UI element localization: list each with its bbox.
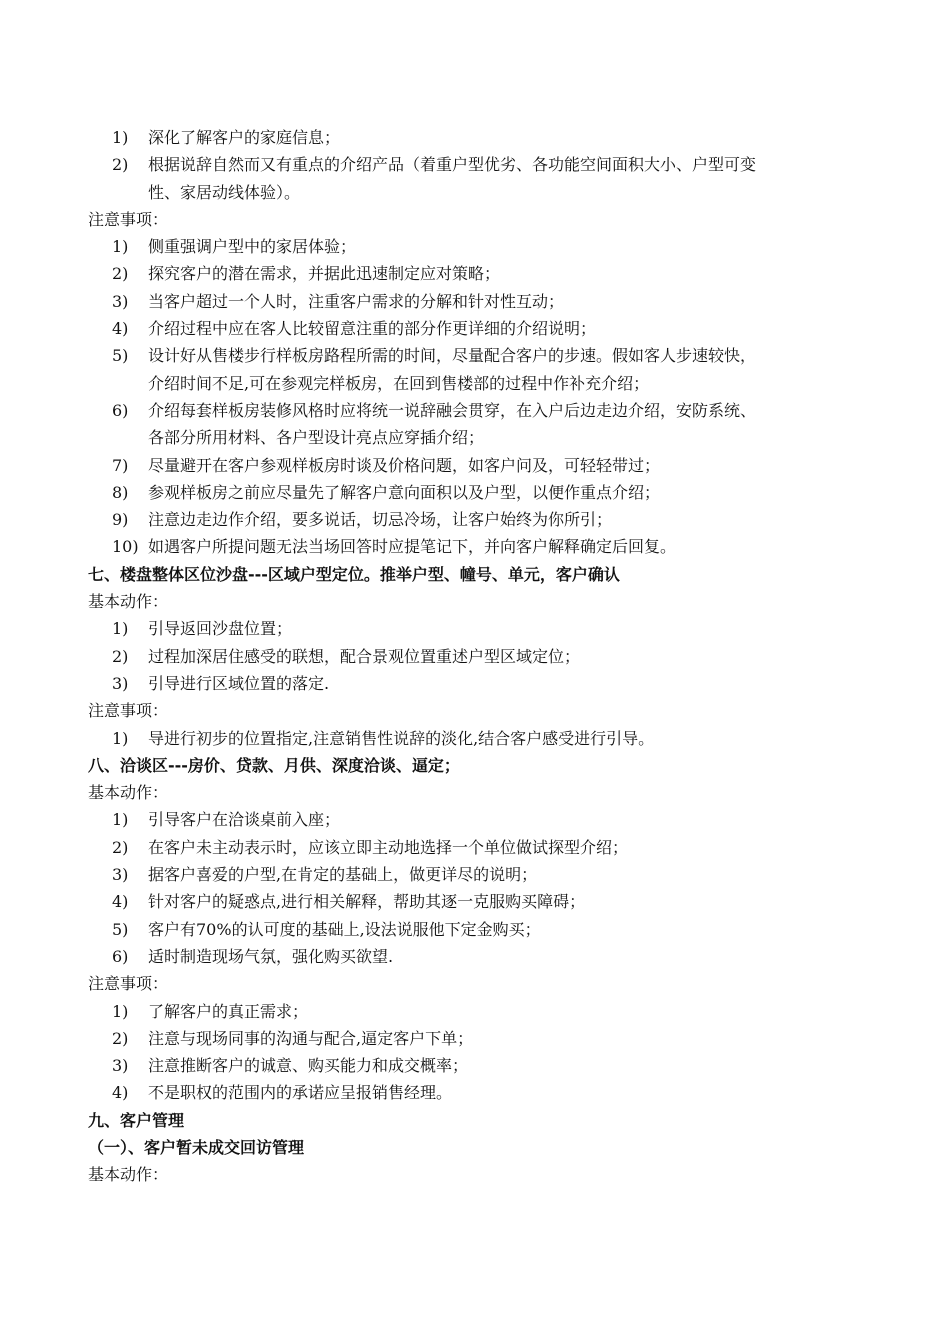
list-item-number: 3): [112, 673, 129, 693]
subsection-label: 基本动作：: [88, 783, 169, 803]
list-item-text: 引导客户在洽谈桌前入座；: [148, 810, 341, 830]
list-item-text: 注意与现场同事的沟通与配合,逼定客户下单；: [148, 1028, 474, 1048]
list-item-text: 引导进行区域位置的落定.: [148, 673, 330, 693]
list-item: [88, 533, 878, 560]
list-item: [88, 861, 878, 888]
list-item: [88, 260, 878, 287]
list-item: [88, 670, 878, 697]
list-item: [88, 643, 878, 670]
list-item: [88, 998, 878, 1025]
list-item-text: 注意边走边作介绍，要多说话，切忌冷场，让客户始终为你所引；: [148, 510, 613, 530]
list-item-number: 1): [112, 728, 129, 748]
list-item-text: 尽量避开在客户参观样板房时谈及价格问题，如客户问及，可轻轻带过；: [148, 455, 661, 475]
list-item-number: 2): [112, 837, 129, 857]
list-item: [88, 479, 878, 506]
list-item: [88, 888, 878, 915]
list-item-number: 2): [112, 1028, 129, 1048]
list-item-number: 1): [112, 619, 129, 639]
subsection-label: 注意事项：: [88, 209, 169, 229]
list-item-text: 介绍过程中应在客人比较留意注重的部分作更详细的介绍说明；: [148, 319, 597, 339]
list-item-text: 注意推断客户的诚意、购买能力和成交概率；: [148, 1056, 469, 1076]
list-item-number: 1): [112, 128, 129, 147]
list-item-number: 4): [112, 1083, 129, 1103]
list-item-text: 针对客户的疑惑点,进行相关解释，帮助其逐一克服购买障碍；: [148, 892, 586, 912]
section-heading: 八、洽谈区---房价、贷款、月供、深度洽谈、逼定；: [88, 755, 460, 775]
list-item-text: 如遇客户所提问题无法当场回答时应提笔记下，并向客户解释确定后回复。: [148, 537, 677, 557]
list-item-text: 探究客户的潜在需求，并据此迅速制定应对策略；: [148, 264, 501, 284]
list-item: [88, 725, 878, 752]
list-item-text: 介绍每套样板房装修风格时应将统一说辞融会贯穿，在入户后边走边介绍，安防系统、: [148, 400, 757, 420]
list-item-number: 3): [112, 1056, 129, 1076]
list-item: [88, 151, 878, 178]
list-item-number: 2): [112, 646, 129, 666]
section-heading: （一）、客户暂未成交回访管理: [88, 1137, 305, 1157]
list-item-number: 6): [112, 946, 129, 966]
list-item-text: 客户有70%的认可度的基础上,设法说服他下定金购买；: [148, 919, 541, 939]
list-item: [88, 943, 878, 970]
list-item-number: 2): [112, 264, 129, 284]
list-item-continuation: 介绍时间不足,可在参观完样板房，在回到售楼部的过程中作补充介绍；: [148, 373, 650, 393]
list-item-text: 了解客户的真正需求；: [148, 1001, 309, 1021]
section-heading: 七、楼盘整体区位沙盘---区域户型定位。推举户型、幢号、单元，客户确认: [88, 564, 620, 584]
list-item-text: 深化了解客户的家庭信息；: [148, 128, 341, 147]
list-item: [88, 834, 878, 861]
subsection-label: 注意事项：: [88, 974, 169, 994]
list-item-text: 参观样板房之前应尽量先了解客户意向面积以及户型，以便作重点介绍；: [148, 482, 661, 502]
list-item-number: 5): [112, 346, 129, 366]
list-item: [88, 1052, 878, 1079]
list-item: [88, 615, 878, 642]
list-item-text: 过程加深居住感受的联想，配合景观位置重述户型区域定位；: [148, 646, 581, 666]
list-item: [88, 233, 878, 260]
list-item: [88, 916, 878, 943]
list-item: [88, 342, 878, 369]
list-item-number: 8): [112, 482, 129, 502]
subsection-label: 基本动作：: [88, 592, 169, 612]
list-item: [88, 124, 878, 151]
list-item-number: 1): [112, 237, 129, 257]
list-item-number: 4): [112, 319, 129, 339]
list-item: [88, 806, 878, 833]
list-item-text: 侧重强调户型中的家居体验；: [148, 237, 357, 257]
list-item-text: 设计好从售楼步行样板房路程所需的时间，尽量配合客户的步速。假如客人步速较快，: [148, 346, 757, 366]
list-item: [88, 1079, 878, 1106]
list-item: [88, 1025, 878, 1052]
list-item: [88, 315, 878, 342]
list-item-number: 1): [112, 1001, 129, 1021]
list-item-text: 当客户超过一个人时，注重客户需求的分解和针对性互动；: [148, 291, 565, 311]
list-item-number: 3): [112, 865, 129, 885]
list-item-number: 7): [112, 455, 129, 475]
list-item-text: 引导返回沙盘位置；: [148, 619, 293, 639]
list-item-continuation: 各部分所用材料、各户型设计亮点应穿插介绍；: [148, 428, 485, 448]
list-item-number: 9): [112, 510, 129, 530]
list-item-number: 6): [112, 400, 129, 420]
document-body: [88, 124, 878, 1189]
subsection-label: 注意事项：: [88, 701, 169, 721]
list-item-text: 在客户未主动表示时，应该立即主动地选择一个单位做试探型介绍；: [148, 837, 629, 857]
list-item-number: 3): [112, 291, 129, 311]
list-item-text: 不是职权的范围内的承诺应呈报销售经理。: [148, 1083, 453, 1103]
list-item-number: 2): [112, 155, 129, 175]
subsection-label: 基本动作：: [88, 1165, 169, 1185]
list-item-number: 10): [112, 537, 139, 557]
list-item-number: 4): [112, 892, 129, 912]
list-item-number: 1): [112, 810, 129, 830]
list-item: [88, 397, 878, 424]
list-item: [88, 288, 878, 315]
list-item-continuation: 性、家居动线体验）。: [148, 182, 301, 202]
list-item: [88, 506, 878, 533]
list-item-text: 适时制造现场气氛，强化购买欲望.: [148, 946, 394, 966]
list-item-text: 根据说辞自然而又有重点的介绍产品（着重户型优劣、各功能空间面积大小、户型可变: [148, 155, 757, 175]
list-item-text: 导进行初步的位置指定,注意销售性说辞的淡化,结合客户感受进行引导。: [148, 728, 655, 748]
section-heading: 九、客户管理: [88, 1110, 185, 1130]
list-item-text: 据客户喜爱的户型,在肯定的基础上，做更详尽的说明；: [148, 865, 538, 885]
list-item: [88, 452, 878, 479]
list-item-number: 5): [112, 919, 129, 939]
